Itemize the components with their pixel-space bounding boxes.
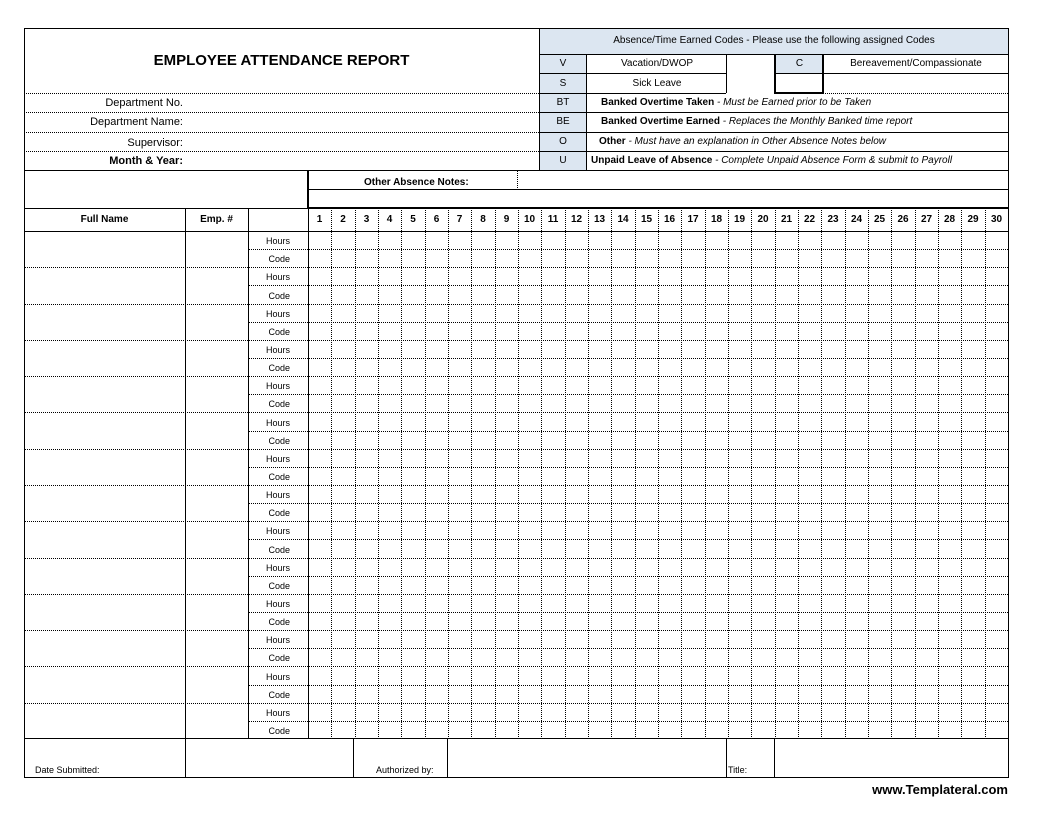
grid-line	[868, 208, 869, 739]
hours-row-label: Hours	[265, 236, 290, 246]
grid-line	[751, 208, 752, 739]
grid-line	[248, 322, 1008, 323]
month-year-field[interactable]	[186, 152, 538, 170]
grid-line	[728, 208, 729, 739]
employee-number-cell[interactable]	[186, 450, 247, 484]
code-bt: BT	[556, 97, 570, 108]
employee-name-cell[interactable]	[25, 704, 184, 738]
code-s: S	[559, 78, 567, 89]
grid-line	[565, 208, 566, 739]
grid-line	[248, 467, 1008, 468]
code-v: V	[559, 58, 567, 69]
grid-line	[635, 208, 636, 739]
grid-line	[539, 151, 1008, 152]
grid-line	[248, 249, 1008, 250]
grid-line	[331, 208, 332, 739]
hours-row-label: Hours	[265, 563, 290, 573]
grid-line	[248, 503, 1008, 504]
full-name-header: Full Name	[80, 214, 129, 225]
hours-row-label: Hours	[265, 454, 290, 464]
grid-line	[248, 612, 1008, 613]
employee-number-cell[interactable]	[186, 377, 247, 411]
employee-number-cell[interactable]	[186, 595, 247, 629]
day-header-28: 28	[943, 214, 956, 225]
grid-line	[774, 54, 776, 93]
grid-line	[248, 685, 1008, 686]
grid-line	[539, 73, 726, 74]
code-row-label: Code	[268, 399, 290, 409]
employee-name-cell[interactable]	[25, 305, 184, 339]
grid-line	[447, 738, 448, 778]
grid-line	[658, 208, 659, 739]
code-row-label: Code	[268, 472, 290, 482]
grid-line	[307, 189, 1008, 190]
grid-line	[798, 208, 799, 739]
code-row-label: Code	[268, 254, 290, 264]
grid-line	[776, 73, 1008, 74]
day-header-18: 18	[710, 214, 723, 225]
grid-line	[1008, 28, 1009, 778]
grid-line	[248, 394, 1008, 395]
employee-number-cell[interactable]	[186, 305, 247, 339]
code-c-bottom	[774, 92, 824, 94]
employee-name-cell[interactable]	[25, 631, 184, 665]
grid-line	[353, 738, 354, 778]
grid-line	[185, 208, 186, 739]
code-row-label: Code	[268, 581, 290, 591]
date-submitted-field[interactable]	[186, 739, 353, 776]
supervisor-field[interactable]	[186, 133, 538, 151]
grid-line	[681, 208, 682, 739]
hours-row-label: Hours	[265, 381, 290, 391]
code-row-label: Code	[268, 508, 290, 518]
grid-line	[822, 93, 1008, 94]
grid-line	[248, 576, 1008, 577]
grid-line	[588, 208, 589, 739]
hours-row-label: Hours	[265, 672, 290, 682]
grid-line	[248, 358, 1008, 359]
grid-line	[448, 208, 449, 739]
code-be-note: - Replaces the Monthly Banked time report	[719, 116, 913, 127]
employee-number-cell[interactable]	[186, 522, 247, 557]
grid-line	[775, 208, 776, 739]
hours-row-label: Hours	[265, 345, 290, 355]
grid-line	[248, 431, 1008, 432]
code-row-label: Code	[268, 436, 290, 446]
day-header-10: 10	[523, 214, 536, 225]
code-v-desc: Vacation/DWOP	[620, 58, 694, 69]
hours-row-label: Hours	[265, 490, 290, 500]
day-header-17: 17	[687, 214, 699, 225]
code-o-label: Other	[599, 136, 626, 147]
grid-line	[24, 28, 1008, 29]
grid-line	[24, 112, 539, 113]
code-bt-desc	[601, 97, 871, 109]
employee-name-cell[interactable]	[25, 413, 184, 448]
day-header-21: 21	[780, 214, 793, 225]
grid-line	[425, 208, 426, 739]
grid-line	[24, 738, 1008, 739]
grid-line	[539, 132, 1008, 133]
grid-line	[822, 54, 824, 93]
grid-line	[726, 738, 727, 778]
code-o-note: - Must have an explanation in Other Absence Notes below	[625, 136, 887, 147]
day-header-20: 20	[757, 214, 769, 225]
date-submitted-label: Date Submitted:	[35, 765, 100, 775]
employee-name-cell[interactable]	[25, 341, 184, 375]
day-header-19: 19	[733, 214, 746, 225]
code-u-label: Unpaid Leave of Absence	[591, 155, 713, 166]
code-s-desc: Sick Leave	[632, 78, 682, 89]
grid-line	[821, 208, 822, 739]
department-name-label: Department Name:	[90, 116, 183, 128]
code-row-label: Code	[268, 291, 290, 301]
employee-number-cell[interactable]	[186, 559, 247, 593]
grid-line	[915, 208, 916, 739]
grid-line	[248, 285, 1008, 286]
hours-row-label: Hours	[265, 309, 290, 319]
grid-line	[539, 28, 540, 171]
day-header-25: 25	[873, 214, 886, 225]
authorized-by-field[interactable]	[448, 739, 726, 776]
supervisor-label: Supervisor:	[127, 137, 183, 149]
employee-name-cell[interactable]	[25, 232, 184, 266]
grid-line	[891, 208, 892, 739]
day-header-1: 1	[316, 214, 323, 225]
employee-name-cell[interactable]	[25, 268, 184, 303]
code-row-label: Code	[268, 690, 290, 700]
day-header-7: 7	[456, 214, 463, 225]
report-title: EMPLOYEE ATTENDANCE REPORT	[153, 52, 410, 69]
grid-line	[961, 208, 962, 739]
title-label: Title:	[728, 765, 748, 775]
day-header-12: 12	[570, 214, 583, 225]
day-header-26: 26	[897, 214, 909, 225]
employee-name-cell[interactable]	[25, 595, 184, 629]
grid-line	[24, 231, 1008, 232]
hours-row-label: Hours	[265, 526, 290, 536]
day-header-24: 24	[850, 214, 863, 225]
grid-line	[248, 721, 1008, 722]
employee-number-cell[interactable]	[186, 268, 247, 303]
department-no-field[interactable]	[186, 94, 538, 112]
emp-number-header: Emp. #	[200, 214, 233, 225]
grid-line	[24, 208, 1008, 209]
employee-name-cell[interactable]	[25, 522, 184, 557]
employee-name-cell[interactable]	[25, 377, 184, 411]
codes-header: Absence/Time Earned Codes - Please use the following assigned Codes	[613, 35, 935, 46]
day-header-4: 4	[386, 214, 393, 225]
employee-name-cell[interactable]	[25, 667, 184, 702]
grid-line	[24, 151, 539, 152]
grid-line	[726, 54, 727, 93]
grid-line	[541, 208, 542, 739]
code-u-desc	[591, 155, 952, 167]
grid-line	[845, 208, 846, 739]
code-bt-label: Banked Overtime Taken	[601, 97, 715, 108]
employee-number-cell[interactable]	[186, 413, 247, 448]
code-row-label: Code	[268, 653, 290, 663]
code-row-label: Code	[268, 363, 290, 373]
employee-number-cell[interactable]	[186, 704, 247, 738]
title-field[interactable]	[775, 739, 1008, 776]
grid-line	[24, 132, 539, 133]
code-u: U	[559, 155, 567, 166]
grid-line	[401, 208, 402, 739]
code-row-label: Code	[268, 545, 290, 555]
day-header-9: 9	[503, 214, 510, 225]
grid-line	[517, 171, 518, 190]
grid-line	[611, 208, 612, 739]
hours-row-label: Hours	[265, 635, 290, 645]
day-header-22: 22	[803, 214, 816, 225]
grid-line	[378, 208, 379, 739]
day-header-2: 2	[340, 214, 346, 225]
employee-name-cell[interactable]	[25, 450, 184, 484]
code-row-label: Code	[268, 726, 290, 736]
code-be-label: Banked Overtime Earned	[601, 116, 720, 127]
grid-line	[24, 777, 1009, 778]
grid-line	[355, 208, 356, 739]
hours-row-label: Hours	[265, 418, 290, 428]
day-header-11: 11	[547, 214, 559, 225]
employee-number-cell[interactable]	[186, 631, 247, 665]
grid-line	[539, 93, 726, 94]
hours-row-label: Hours	[265, 708, 290, 718]
grid-line	[24, 93, 539, 94]
grid-line	[539, 112, 1008, 113]
brand-url[interactable]: www.Templateral.com	[872, 782, 1008, 797]
grid-line	[185, 738, 186, 778]
month-year-label: Month & Year:	[109, 155, 183, 167]
authorized-by-label: Authorized by:	[376, 765, 434, 775]
grid-line	[248, 539, 1008, 540]
grid-line	[24, 28, 25, 778]
employee-name-cell[interactable]	[25, 559, 184, 593]
day-header-13: 13	[593, 214, 606, 225]
grid-line	[308, 208, 309, 739]
employee-number-cell[interactable]	[186, 232, 247, 266]
department-name-field[interactable]	[186, 113, 538, 132]
hours-row-label: Hours	[265, 599, 290, 609]
code-row-label: Code	[268, 617, 290, 627]
grid-line	[774, 738, 775, 778]
day-header-27: 27	[920, 214, 933, 225]
code-o: O	[559, 136, 567, 147]
grid-line	[705, 208, 706, 739]
day-header-30: 30	[990, 214, 1003, 225]
grid-line	[248, 208, 249, 739]
day-header-29: 29	[967, 214, 979, 225]
code-o-desc	[599, 136, 886, 148]
employee-number-cell[interactable]	[186, 667, 247, 702]
grid-line	[248, 648, 1008, 649]
grid-line	[518, 208, 519, 739]
day-header-23: 23	[827, 214, 839, 225]
grid-line	[985, 208, 986, 739]
day-header-3: 3	[363, 214, 370, 225]
code-be-desc	[601, 116, 912, 128]
code-c: C	[795, 58, 804, 69]
grid-line	[586, 54, 587, 171]
code-bt-note: - Must be Earned prior to be Taken	[714, 97, 872, 108]
day-header-15: 15	[640, 214, 653, 225]
department-no-label: Department No.	[105, 97, 183, 109]
day-header-6: 6	[433, 214, 440, 225]
day-header-5: 5	[410, 214, 416, 225]
other-absence-notes-label: Other Absence Notes:	[364, 177, 469, 188]
employee-name-cell[interactable]	[25, 486, 184, 520]
employee-number-cell[interactable]	[186, 341, 247, 375]
grid-line	[495, 208, 496, 739]
grid-line	[24, 170, 1008, 171]
day-header-8: 8	[480, 214, 486, 225]
grid-line	[471, 208, 472, 739]
employee-number-cell[interactable]	[186, 486, 247, 520]
code-u-note: - Complete Unpaid Absence Form & submit to Payroll	[712, 155, 953, 166]
day-header-14: 14	[617, 214, 629, 225]
code-row-label: Code	[268, 327, 290, 337]
hours-row-label: Hours	[265, 272, 290, 282]
grid-line	[938, 208, 939, 739]
code-c-desc: Bereavement/Compassionate	[850, 58, 982, 69]
day-header-16: 16	[663, 214, 676, 225]
code-be: BE	[556, 116, 570, 127]
